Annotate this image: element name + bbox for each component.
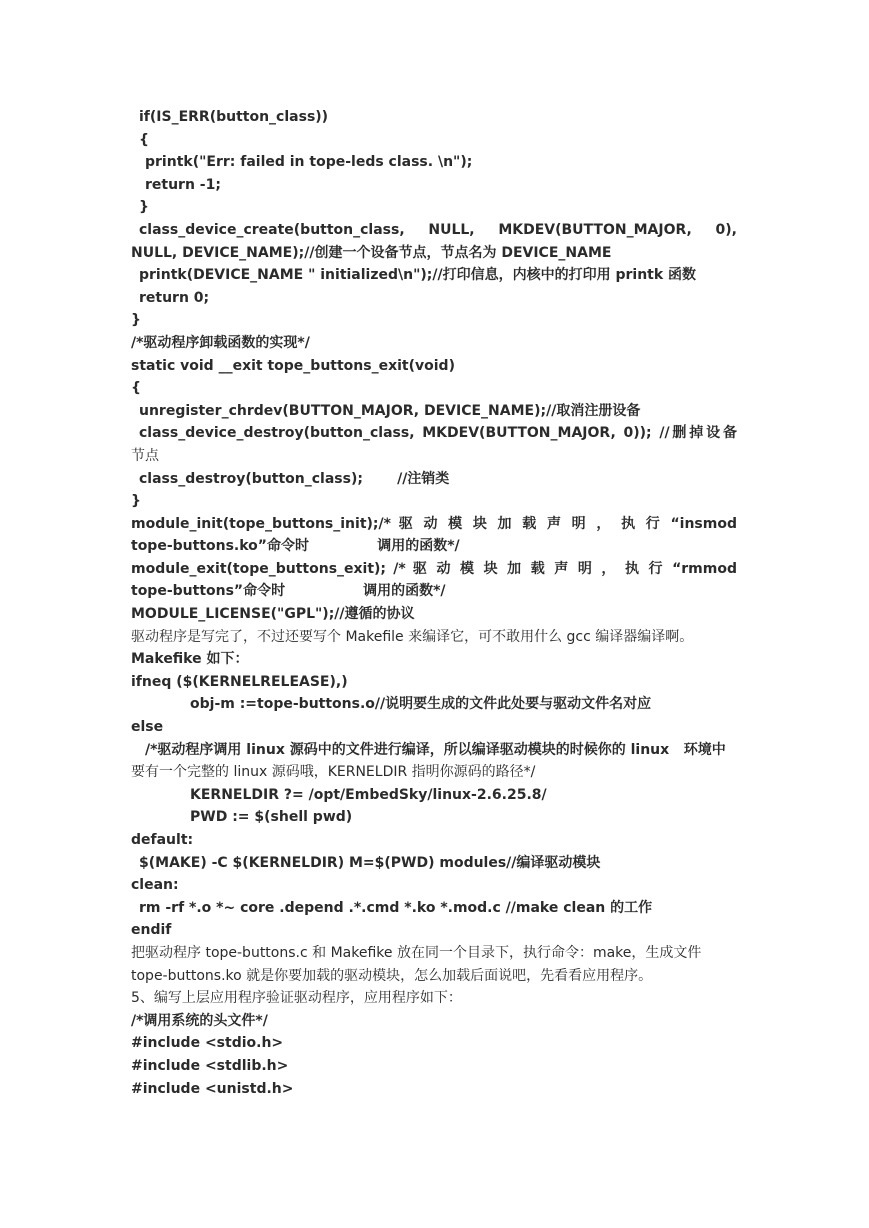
paragraph-line: 把驱动程序 tope-buttons.c 和 Makefike 放在同一个目录下，执行命令：make，生成文件: [131, 944, 702, 961]
code-line: }: [139, 199, 149, 216]
code-line: PWD := $(shell pwd): [190, 809, 353, 826]
paragraph-line: Makefike 如下：: [131, 651, 249, 668]
code-line: module_init(tope_buttons_init);/* 驱 动 模 块 加 载 声 明 ， 执 行 “insmod: [131, 515, 737, 532]
paragraph-line: 驱动程序是写完了，不过还要写个 Makefile 来编译它，可不敢用什么 gcc 编译器编译啊。: [131, 628, 694, 645]
code-line: printk("Err: failed in tope-leds class. \n");: [145, 154, 473, 171]
code-line: {: [131, 380, 141, 397]
code-line: }: [131, 312, 141, 329]
code-line: tope-buttons”命令时 调用的函数*/: [131, 583, 446, 600]
code-line: tope-buttons.ko”命令时 调用的函数*/: [131, 538, 460, 555]
code-line: #include <unistd.h>: [131, 1080, 294, 1097]
code-line: clean:: [131, 877, 179, 894]
code-line: #include <stdlib.h>: [131, 1057, 289, 1074]
code-line: {: [139, 131, 149, 148]
code-line: }: [131, 493, 141, 510]
code-line: return 0;: [139, 289, 210, 306]
code-line: else: [131, 719, 164, 736]
section-heading: 5、编写上层应用程序验证驱动程序，应用程序如下：: [131, 990, 462, 1007]
code-comment: /*调用系统的头文件*/: [131, 1012, 268, 1029]
code-line: ifneq ($(KERNELRELEASE),): [131, 673, 348, 690]
code-line: NULL, DEVICE_NAME);//创建一个设备节点，节点名为 DEVICE_NAME: [131, 244, 612, 261]
document-page: [131, 106, 737, 1100]
code-line: $(MAKE) -C $(KERNELDIR) M=$(PWD) modules//编译驱动模块: [139, 854, 601, 871]
code-line: unregister_chrdev(BUTTON_MAJOR, DEVICE_NAME);//取消注册设备: [139, 402, 641, 419]
code-line: return -1;: [145, 176, 221, 193]
paragraph-line: tope-buttons.ko 就是你要加载的驱动模块，怎么加载后面说吧，先看看应用程序。: [131, 967, 653, 984]
code-line: rm -rf *.o *~ core .depend .*.cmd *.ko *.mod.c //make clean 的工作: [139, 899, 653, 916]
code-line: obj-m :=tope-buttons.o//说明要生成的文件此处要与驱动文件名对应: [190, 696, 652, 713]
code-line: static void __exit tope_buttons_exit(void): [131, 357, 455, 374]
code-line: class_destroy(button_class); //注销类: [139, 470, 450, 487]
code-line: module_exit(tope_buttons_exit); /* 驱 动 模 块 加 载 声 明 ， 执 行 “rmmod: [131, 560, 737, 577]
code-line: MODULE_LICENSE("GPL");//遵循的协议: [131, 606, 415, 623]
code-line: class_device_create(button_class, NULL, MKDEV(BUTTON_MAJOR, 0),: [139, 221, 737, 238]
code-comment: /*驱动程序卸载函数的实现*/: [131, 334, 310, 351]
code-comment: /*驱动程序调用 linux 源码中的文件进行编译，所以编译驱动模块的时候你的 linux 环境中: [145, 741, 726, 758]
code-comment: 要有一个完整的 linux 源码哦，KERNELDIR 指明你源码的路径*/: [131, 764, 536, 781]
code-line: KERNELDIR ?= /opt/EmbedSky/linux-2.6.25.8/: [190, 786, 547, 803]
code-line: 节点: [131, 447, 159, 464]
code-line: #include <stdio.h>: [131, 1035, 284, 1052]
code-line: printk(DEVICE_NAME " initialized\n");//打印信息，内核中的打印用 printk 函数: [139, 267, 697, 284]
code-line: endif: [131, 922, 172, 939]
code-line: if(IS_ERR(button_class)): [139, 109, 329, 125]
code-line: class_device_destroy(button_class, MKDEV(BUTTON_MAJOR, 0)); //删掉设备: [139, 425, 737, 442]
code-line: default:: [131, 832, 194, 848]
